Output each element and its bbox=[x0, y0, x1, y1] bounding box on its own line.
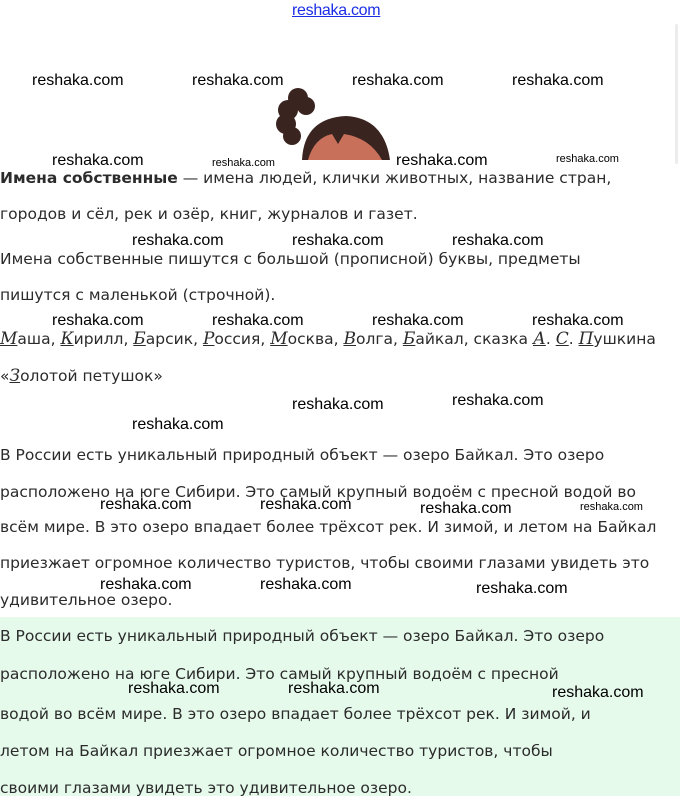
watermark: reshaka.com bbox=[288, 680, 380, 697]
watermark: reshaka.com bbox=[580, 501, 643, 513]
watermark: reshaka.com bbox=[192, 72, 284, 89]
watermark: reshaka.com bbox=[52, 152, 144, 169]
watermark: reshaka.com bbox=[476, 580, 568, 597]
watermark: reshaka.com bbox=[372, 312, 464, 329]
example-word: Кирилл, bbox=[60, 329, 134, 349]
capital-letter: М bbox=[270, 329, 288, 349]
example-word: Россия, bbox=[202, 329, 271, 349]
capital-letter: К bbox=[60, 329, 74, 349]
answer-line: водой во всём мире. В это озеро впадает более трёхсот рек. И зимой, и bbox=[0, 705, 591, 723]
watermark: reshaka.com bbox=[512, 72, 604, 89]
definition-line: городов и сёл, рек и озёр, книг, журналов и газет. bbox=[0, 205, 418, 223]
watermark: reshaka.com bbox=[452, 232, 544, 249]
capital-letter: Б bbox=[402, 329, 416, 349]
paragraph-line: всём мире. В это озеро впадает более трёхсот рек. И зимой, и летом на Байкал bbox=[0, 518, 657, 536]
capital-letter: П bbox=[578, 329, 594, 349]
capital-letter: В bbox=[343, 329, 356, 349]
rule-line: Имена собственные пишутся с большой (прописной) буквы, предметы bbox=[0, 250, 581, 268]
watermark: reshaka.com bbox=[32, 72, 124, 89]
examples-line: «Золотой петушок» bbox=[0, 366, 163, 386]
watermark: reshaka.com bbox=[260, 496, 352, 513]
capital-letter: М bbox=[0, 329, 18, 349]
watermark: reshaka.com bbox=[452, 392, 544, 409]
watermark: reshaka.com bbox=[128, 680, 220, 697]
capital-letter: А bbox=[532, 329, 546, 349]
capital-letter: Б bbox=[133, 329, 146, 349]
watermark: reshaka.com bbox=[52, 312, 144, 329]
capital-letter: Р bbox=[202, 329, 215, 349]
capital-letter: З bbox=[9, 366, 21, 386]
watermark: reshaka.com bbox=[132, 232, 224, 249]
watermark: reshaka.com bbox=[556, 153, 619, 165]
watermark: reshaka.com bbox=[132, 416, 224, 433]
scrollbar[interactable] bbox=[675, 24, 678, 164]
watermark: reshaka.com bbox=[100, 496, 192, 513]
answer-line: своими глазами увидеть это удивительное озеро. bbox=[0, 779, 412, 796]
watermark: reshaka.com bbox=[212, 157, 275, 169]
example-word: Пушкина bbox=[578, 329, 656, 349]
example-word: Маша, bbox=[0, 329, 61, 349]
example-word: Волга, bbox=[343, 329, 403, 349]
watermark: reshaka.com bbox=[552, 684, 644, 701]
answer-line: расположено на юге Сибири. Это самый крупный водоём с пресной bbox=[0, 665, 559, 683]
definition-term: Имена собственные bbox=[0, 169, 178, 187]
definition-line bbox=[0, 169, 611, 187]
watermark: reshaka.com bbox=[100, 576, 192, 593]
watermark: reshaka.com bbox=[292, 232, 384, 249]
example-word: А. bbox=[532, 329, 556, 349]
paragraph-line: расположено на юге Сибири. Это самый крупный водоём с пресной водой во bbox=[0, 483, 637, 501]
paragraph-line: приезжает огромное количество туристов, чтобы своими глазами увидеть это bbox=[0, 554, 650, 572]
watermark: reshaka.com bbox=[212, 312, 304, 329]
paragraph-line: удивительное озеро. bbox=[0, 591, 173, 609]
definition-text: — имена людей, клички животных, название стран, bbox=[177, 169, 612, 187]
paragraph-line: В России есть уникальный природный объект — озеро Байкал. Это озеро bbox=[0, 446, 605, 464]
watermark: reshaka.com bbox=[396, 152, 488, 169]
watermark: reshaka.com bbox=[420, 500, 512, 517]
watermark: reshaka.com bbox=[292, 396, 384, 413]
example-word: Москва, bbox=[270, 329, 344, 349]
example-word: Байкал, сказка bbox=[402, 329, 533, 349]
answer-line: В России есть уникальный природный объект — озеро Байкал. Это озеро bbox=[0, 627, 605, 645]
example-word: Барсик, bbox=[133, 329, 203, 349]
examples-line bbox=[0, 329, 656, 349]
rule-line: пишутся с маленькой (строчной). bbox=[0, 286, 276, 304]
watermark: reshaka.com bbox=[532, 312, 624, 329]
answer-line: летом на Байкал приезжает огромное количество туристов, чтобы bbox=[0, 742, 553, 760]
example-word: С. bbox=[555, 329, 579, 349]
watermark: reshaka.com bbox=[260, 576, 352, 593]
watermark: reshaka.com bbox=[352, 72, 444, 89]
mascot-character-icon bbox=[272, 84, 402, 162]
capital-letter: С bbox=[555, 329, 569, 349]
site-link[interactable]: reshaka.com bbox=[292, 2, 381, 19]
